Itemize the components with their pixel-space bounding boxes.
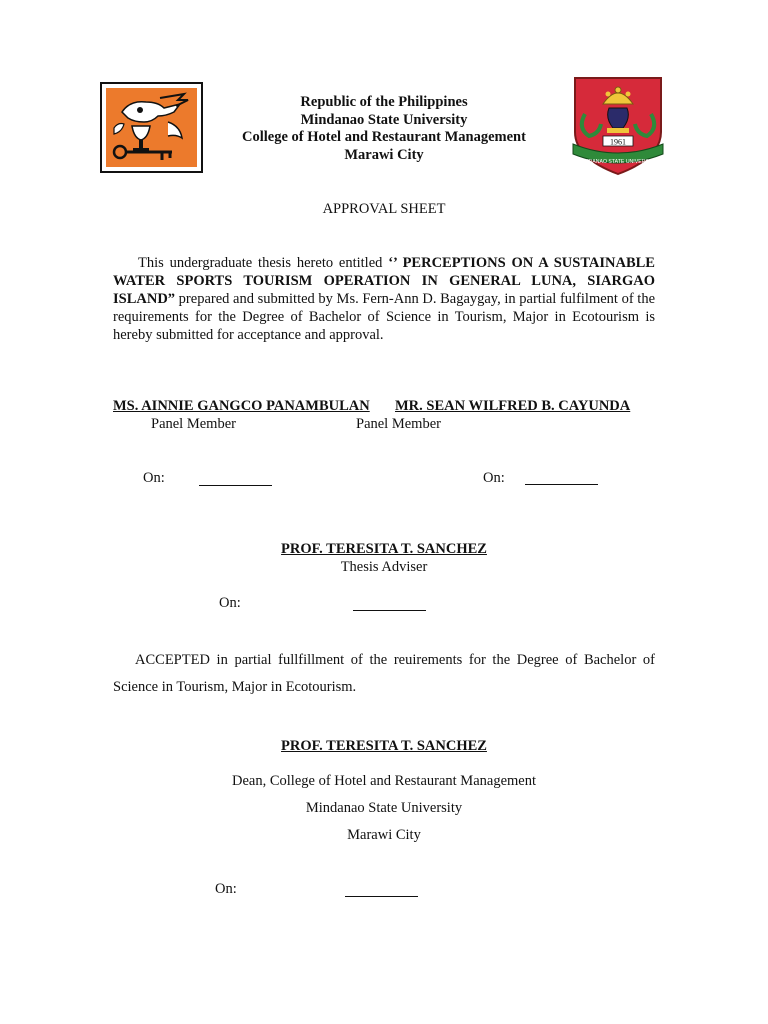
dean-name: PROF. TERESITA T. SANCHEZ bbox=[281, 738, 487, 754]
dean-title: Dean, College of Hotel and Restaurant Management bbox=[232, 773, 536, 789]
panel-member-1-date-line bbox=[199, 471, 272, 486]
dean-date-label: On: bbox=[215, 881, 237, 897]
seal-ribbon-text: MINDANAO STATE UNIVERSITY bbox=[579, 159, 657, 165]
panel-member-2-role: Panel Member bbox=[356, 416, 441, 432]
header-city: Marawi City bbox=[344, 146, 424, 163]
approval-suffix: prepared and submitted by Ms. Fern-Ann D. Bagaygay, in partial fulfilment of the requirements for the Degree of Bachelor of Science in Tourism, Major in Ecotourism is hereby submitted for acceptance and approval. bbox=[113, 291, 655, 343]
header-college: College of Hotel and Restaurant Management bbox=[242, 129, 526, 145]
panel-member-2-date-line bbox=[525, 470, 598, 485]
header-university: Mindanao State University bbox=[300, 111, 468, 128]
dean-university: Mindanao State University bbox=[305, 800, 463, 816]
panel-member-1-role: Panel Member bbox=[151, 416, 236, 432]
dean-date-line bbox=[345, 882, 418, 897]
approval-prefix: This undergraduate thesis hereto entitled bbox=[138, 255, 389, 271]
adviser-name: PROF. TERESITA T. SANCHEZ bbox=[281, 541, 487, 557]
approval-paragraph bbox=[113, 254, 655, 344]
letterhead bbox=[0, 94, 768, 164]
adviser-date-label: On: bbox=[219, 595, 241, 611]
panel-member-1-date-label: On: bbox=[143, 470, 165, 486]
adviser-date-line bbox=[353, 596, 426, 611]
header-country: Republic of the Philippines bbox=[300, 94, 468, 110]
accepted-paragraph: ACCEPTED in partial fullfillment of the reuirements for the Degree of Bachelor of Science in Tourism, Major in Ecotourism. bbox=[113, 652, 655, 695]
panel-member-2-date-label: On: bbox=[483, 470, 505, 486]
panel-member-1-name: MS. AINNIE GANGCO PANAMBULAN bbox=[113, 398, 370, 414]
dean-city: Marawi City bbox=[347, 827, 421, 843]
seal-year-text: 1961 bbox=[610, 137, 626, 147]
document-title: APPROVAL SHEET bbox=[322, 201, 446, 217]
panel-member-2-name: MR. SEAN WILFRED B. CAYUNDA bbox=[395, 398, 631, 414]
thesis-title: ‘’ PERCEPTIONS ON A SUSTAINABLE WATER SPORTS TOURISM OPERATION IN GENERAL LUNA, SIARGAO ISLAND” bbox=[113, 255, 655, 307]
adviser-role: Thesis Adviser bbox=[340, 559, 428, 575]
